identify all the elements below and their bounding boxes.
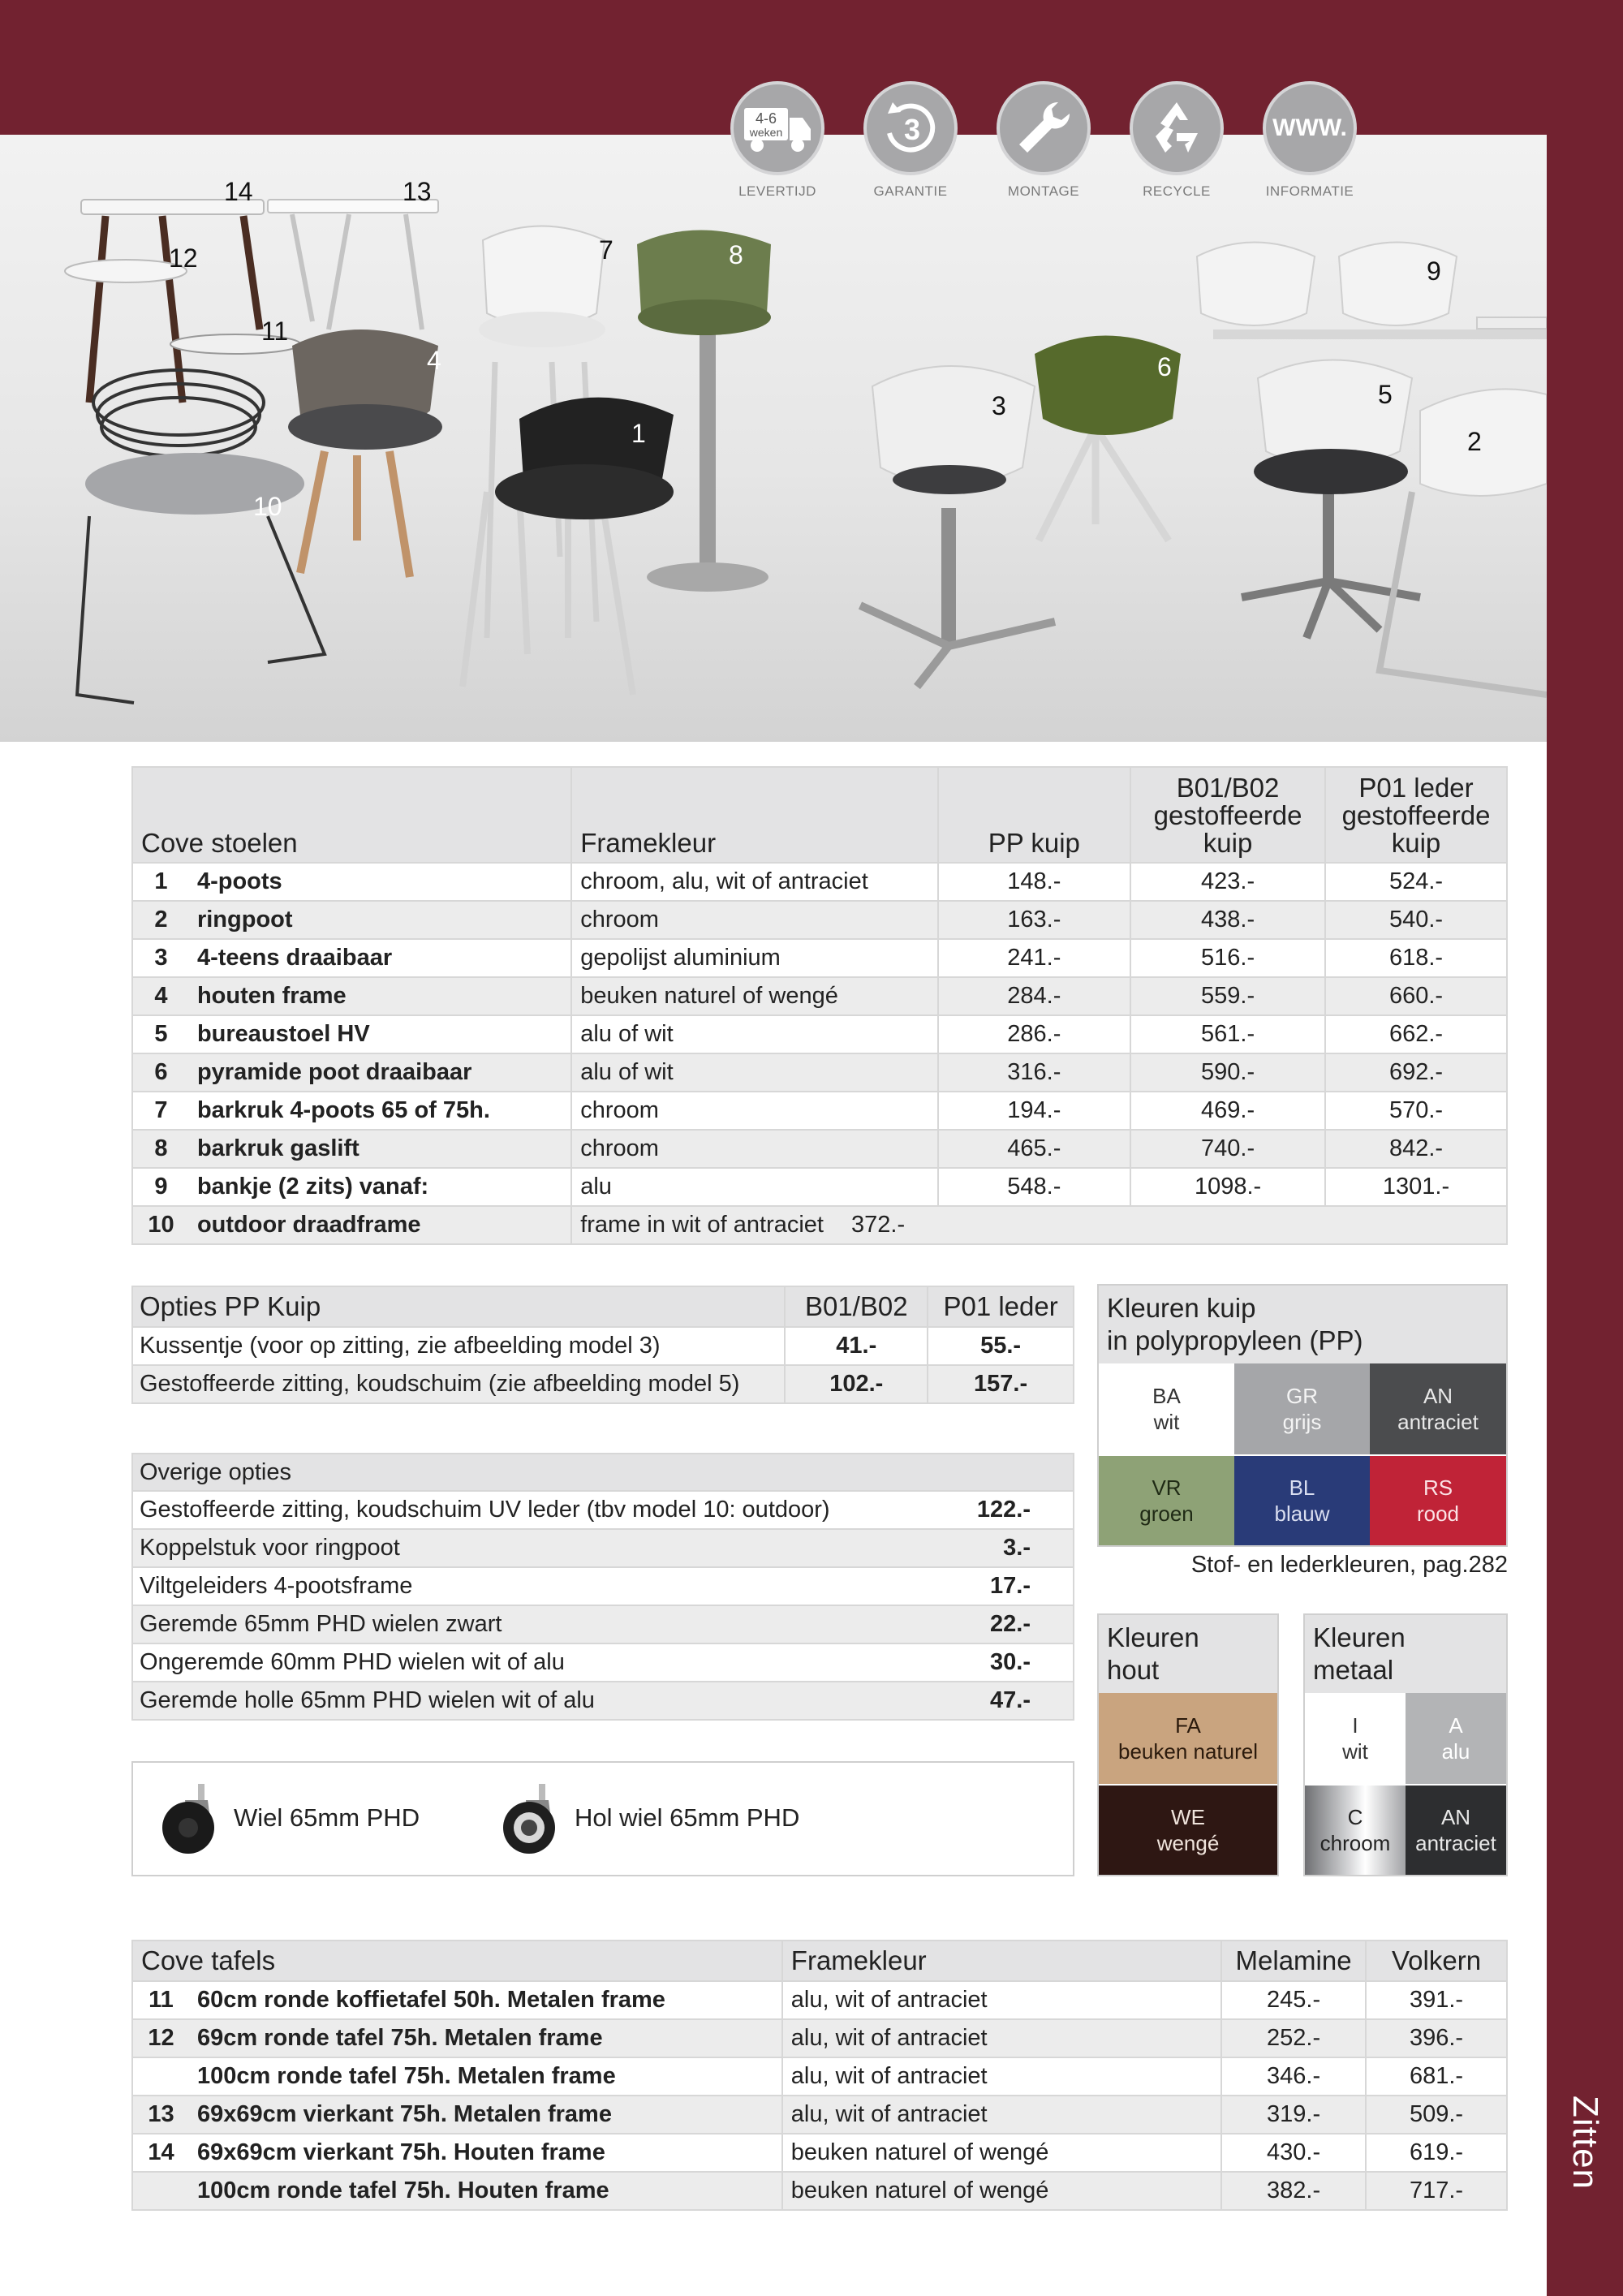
photo-label-10: 10 xyxy=(253,492,282,521)
wheel-item xyxy=(498,1777,799,1859)
service-informatie xyxy=(1261,81,1358,200)
color-swatch: BA wit xyxy=(1099,1363,1234,1454)
photo-label-5: 5 xyxy=(1378,380,1393,409)
delivery-weeks: 4-6 xyxy=(755,110,777,127)
guarantee-years: 3 xyxy=(903,113,921,146)
wheels-box xyxy=(131,1761,1074,1876)
photo-label-13: 13 xyxy=(403,177,432,206)
wrench-icon xyxy=(997,81,1091,175)
table-row: Gestoffeerde zitting, koudschuim UV leder (tbv model 10: outdoor) 122.- xyxy=(132,1491,1074,1529)
table-row: 8 barkruk gaslift chroom 465.- 740.- 842.- xyxy=(132,1130,1507,1168)
table-row: 10 outdoor draadframe frame in wit of antraciet 372.- xyxy=(132,1206,1507,1244)
color-swatch: WE wengé xyxy=(1099,1786,1277,1875)
section-label: Zitten xyxy=(1565,2095,1606,2190)
table-row: 7 barkruk 4-poots 65 of 75h. chroom 194.- 469.- 570.- xyxy=(132,1092,1507,1130)
overige-opties-table xyxy=(131,1453,1074,1721)
table-row: Viltgeleiders 4-pootsframe 17.- xyxy=(132,1567,1074,1605)
photo-label-6: 6 xyxy=(1157,352,1172,381)
kleuren-metaal-box xyxy=(1303,1613,1508,1876)
color-swatch: BL blauw xyxy=(1234,1456,1370,1545)
table-row: 100cm ronde tafel 75h. Houten frame beuken naturel of wengé 382.- 717.- xyxy=(132,2172,1507,2210)
header-cove-stoelen: Cove stoelen xyxy=(132,767,571,863)
table-row: 5 bureaustoel HV alu of wit 286.- 561.- 662.- xyxy=(132,1015,1507,1053)
service-caption: INFORMATIE xyxy=(1265,183,1354,199)
recycle-icon xyxy=(1130,81,1224,175)
service-recycle xyxy=(1128,81,1225,200)
service-caption: RECYCLE xyxy=(1143,183,1211,199)
header-opties-pp-kuip: Opties PP Kuip xyxy=(132,1286,785,1327)
table-row: Gestoffeerde zitting, koudschuim (zie afbeelding model 5) 102.- 157.- xyxy=(132,1365,1074,1403)
photo-label-12: 12 xyxy=(169,243,198,273)
outdoor-price: 372.- xyxy=(851,1212,906,1238)
color-swatch: AN antraciet xyxy=(1370,1363,1506,1454)
kleuren-metaal-subtitle: metaal xyxy=(1313,1655,1394,1685)
photo-label-3: 3 xyxy=(992,391,1006,420)
delivery-unit: weken xyxy=(749,126,783,139)
header-melamine: Melamine xyxy=(1221,1941,1366,1981)
kleuren-kuip-title: Kleuren kuip xyxy=(1107,1293,1256,1323)
table-row: Kussentje (voor op zitting, zie afbeelding model 3) 41.- 55.- xyxy=(132,1327,1074,1365)
truck-icon xyxy=(730,81,824,175)
kleuren-hout-title: Kleuren xyxy=(1107,1622,1199,1652)
table-row: Geremde 65mm PHD wielen zwart 22.- xyxy=(132,1605,1074,1643)
photo-label-4: 4 xyxy=(427,346,441,375)
kleuren-kuip-box xyxy=(1097,1284,1508,1547)
photo-label-14: 14 xyxy=(224,177,253,206)
color-swatch: I wit xyxy=(1305,1693,1406,1784)
table-row: Geremde holle 65mm PHD wielen wit of alu 47.- xyxy=(132,1682,1074,1720)
outdoor-frame: frame in wit of antraciet xyxy=(580,1212,824,1238)
service-caption: LEVERTIJD xyxy=(738,183,816,199)
tables-price-table xyxy=(131,1940,1508,2211)
furniture-illustration xyxy=(0,135,1547,742)
header-volkern: Volkern xyxy=(1366,1941,1507,1981)
www-glyph: WWW. xyxy=(1272,114,1347,141)
product-photo xyxy=(0,135,1547,742)
www-icon xyxy=(1263,81,1357,175)
service-garantie xyxy=(862,81,959,200)
header-pp-kuip: PP kuip xyxy=(938,767,1131,863)
wheel-item xyxy=(157,1777,420,1859)
chairs-price-table xyxy=(131,766,1508,1245)
header-b01-b02: B01/B02 xyxy=(785,1286,928,1327)
table-row: Koppelstuk voor ringpoot 3.- xyxy=(132,1529,1074,1567)
header-framekleur: Framekleur xyxy=(571,767,937,863)
photo-label-2: 2 xyxy=(1467,427,1482,456)
service-caption: MONTAGE xyxy=(1007,183,1080,199)
header-cove-tafels: Cove tafels xyxy=(132,1941,782,1981)
table-row: 9 bankje (2 zits) vanaf: alu 548.- 1098.- 1301.- xyxy=(132,1168,1507,1206)
opties-pp-kuip-table xyxy=(131,1286,1074,1404)
wheel-icon xyxy=(157,1777,222,1859)
kleuren-metaal-title: Kleuren xyxy=(1313,1622,1406,1652)
hollow-wheel-icon xyxy=(498,1777,563,1859)
color-swatch: AN antraciet xyxy=(1406,1786,1506,1875)
table-row: 6 pyramide poot draaibaar alu of wit 316.- 590.- 692.- xyxy=(132,1053,1507,1092)
color-swatch: RS rood xyxy=(1370,1456,1506,1545)
kleuren-hout-subtitle: hout xyxy=(1107,1655,1160,1685)
color-swatch: FA beuken naturel xyxy=(1099,1693,1277,1784)
service-caption: GARANTIE xyxy=(873,183,948,199)
header-p01-leder: P01 leder xyxy=(928,1286,1074,1327)
service-montage xyxy=(995,81,1092,200)
guarantee-3-icon xyxy=(863,81,958,175)
wheel-label: Wiel 65mm PHD xyxy=(234,1803,420,1832)
table-row: 12 69cm ronde tafel 75h. Metalen frame alu, wit of antraciet 252.- 396.- xyxy=(132,2019,1507,2057)
table-row: 3 4-teens draaibaar gepolijst aluminium 241.- 516.- 618.- xyxy=(132,939,1507,977)
kleuren-hout-box xyxy=(1097,1613,1279,1876)
photo-label-11: 11 xyxy=(261,317,289,346)
table-row: 11 60cm ronde koffietafel 50h. Metalen frame alu, wit of antraciet 245.- 391.- xyxy=(132,1981,1507,2019)
photo-label-1: 1 xyxy=(631,419,646,448)
table-row: 13 69x69cm vierkant 75h. Metalen frame alu, wit of antraciet 319.- 509.- xyxy=(132,2096,1507,2134)
color-swatch: GR grijs xyxy=(1234,1363,1370,1454)
fabric-colors-note: Stof- en lederkleuren, pag.282 xyxy=(1190,1552,1508,1578)
photo-label-7: 7 xyxy=(599,235,613,265)
photo-label-8: 8 xyxy=(729,240,743,269)
table-row: 4 houten frame beuken naturel of wengé 284.- 559.- 660.- xyxy=(132,977,1507,1015)
table-row: Ongeremde 60mm PHD wielen wit of alu 30.- xyxy=(132,1643,1074,1682)
kleuren-kuip-subtitle: in polypropyleen (PP) xyxy=(1107,1325,1363,1355)
header-framekleur: Framekleur xyxy=(782,1941,1221,1981)
color-swatch: C chroom xyxy=(1305,1786,1406,1875)
table-row: 14 69x69cm vierkant 75h. Houten frame beuken naturel of wengé 430.- 619.- xyxy=(132,2134,1507,2172)
header-overige-opties: Overige opties xyxy=(132,1454,1074,1491)
color-swatch: A alu xyxy=(1406,1693,1506,1784)
side-band xyxy=(1547,0,1623,2296)
header-b01-b02: B01/B02 gestoffeerde kuip xyxy=(1130,767,1325,863)
wheel-label: Hol wiel 65mm PHD xyxy=(575,1803,800,1832)
table-row: 100cm ronde tafel 75h. Metalen frame alu, wit of antraciet 346.- 681.- xyxy=(132,2057,1507,2096)
service-levertijd xyxy=(729,81,826,200)
table-row: 2 ringpoot chroom 163.- 438.- 540.- xyxy=(132,901,1507,939)
photo-label-9: 9 xyxy=(1427,256,1441,286)
header-p01-leder: P01 leder gestoffeerde kuip xyxy=(1325,767,1507,863)
color-swatch: VR groen xyxy=(1099,1456,1234,1545)
table-row: 1 4-poots chroom, alu, wit of antraciet 148.- 423.- 524.- xyxy=(132,863,1507,901)
